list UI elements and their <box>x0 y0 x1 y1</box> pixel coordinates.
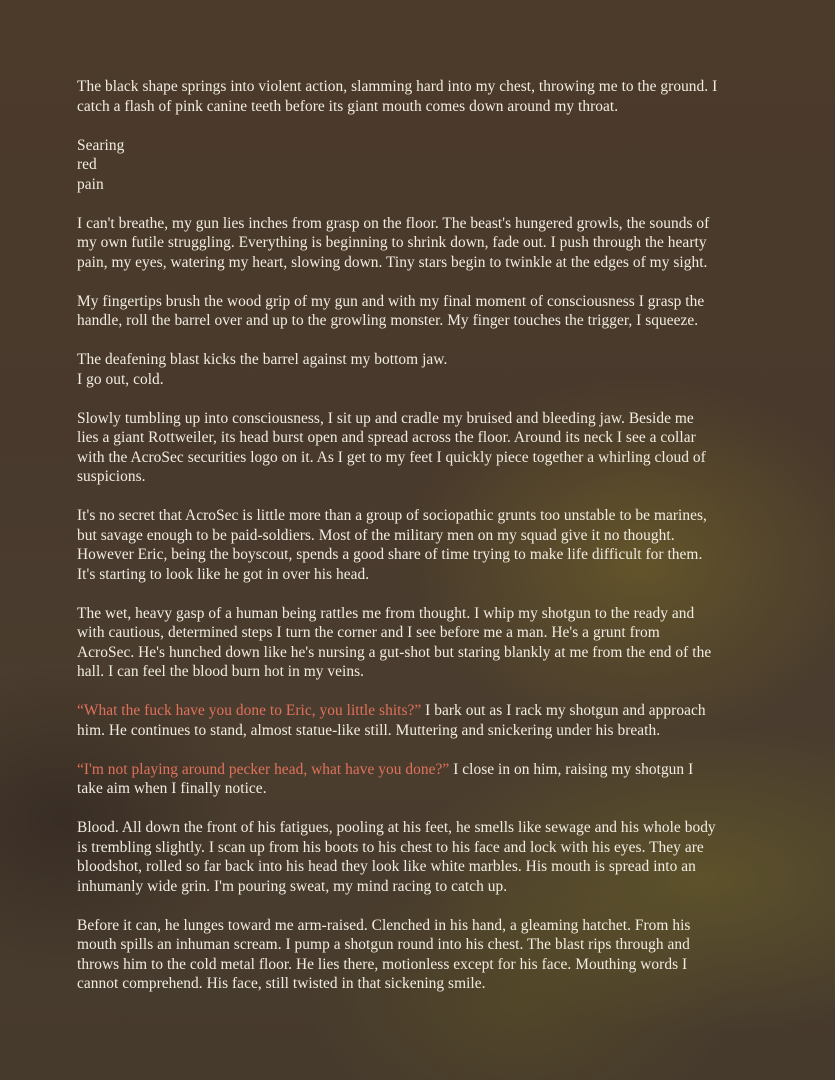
text-line: The wet, heavy gasp of a human being rattles me from thought. I whip my shotgun to the ready and <box>77 604 695 622</box>
text-line: inhumanly wide grin. I'm pouring sweat, my mind racing to catch up. <box>77 877 508 895</box>
paragraph-grunt-encounter <box>77 604 767 682</box>
text-line: However Eric, being the boyscout, spends a good share of time trying to make life difficult for them. <box>77 546 703 563</box>
text-line: mouth spills an inhuman scream. I pump a shotgun round into his chest. The blast rips through and <box>77 936 690 953</box>
text-line: but savage enough to be paid-soldiers. Most of the military men on my squad give it no thought. <box>77 526 675 544</box>
paragraph-searing-red-pain <box>77 136 767 195</box>
paragraph-hatchet <box>77 916 767 994</box>
text-line <box>77 760 767 780</box>
text-line: is trembling slightly. I scan up from his boots to his chest to his face and lock with his eyes. They are <box>77 838 704 856</box>
text-line: handle, roll the barrel over and up to the growling monster. My finger touches the trigger, I squeeze. <box>77 312 699 329</box>
story-page <box>77 77 767 1013</box>
text-line: pain <box>77 175 104 193</box>
text-line: I can't breathe, my gun lies inches from grasp on the floor. The beast's hungered growls, the sounds of <box>77 214 710 232</box>
paragraph-fingertips <box>77 292 767 331</box>
text-line: bloodshot, rolled so far back into his head they look like white marbles. His mouth is spread into an <box>77 858 696 875</box>
text-line: with cautious, determined steps I turn the corner and I see before me a man. He's a grunt from <box>77 624 660 641</box>
text-line: The black shape springs into violent action, slamming hard into my chest, throwing me to the ground. I <box>77 78 718 95</box>
text-line: pain, my eyes, watering my heart, slowing down. Tiny stars begin to twinkle at the edges of my sight. <box>77 253 708 271</box>
text-line: suspicions. <box>77 468 146 485</box>
text-line: cannot comprehend. His face, still twisted in that sickening smile. <box>77 975 486 992</box>
paragraph-deafening-blast <box>77 350 767 389</box>
text-line: lies a giant Rottweiler, its head burst open and spread across the floor. Around its neck I see a collar <box>77 429 696 446</box>
text-line: Before it can, he lunges toward me arm-raised. Clenched in his hand, a gleaming hatchet. From his <box>77 916 691 934</box>
text-line <box>77 701 767 721</box>
text-line: I go out, cold. <box>77 370 164 388</box>
paragraph-blood <box>77 818 767 896</box>
paragraph-attack <box>77 77 767 116</box>
dialogue-quote: “What the fuck have you done to Eric, you little shits?” <box>77 702 422 719</box>
dialogue-narration: I bark out as I rack my shotgun and approach <box>421 702 706 719</box>
text-line: hall. I can feel the blood burn hot in my veins. <box>77 663 365 680</box>
text-line: It's starting to look like he got in over his head. <box>77 565 370 583</box>
text-line: throws him to the cold metal floor. He lies there, motionless except for his face. Mouthing words I <box>77 955 688 973</box>
text-line: Searing <box>77 136 125 154</box>
dialogue-quote: “I'm not playing around pecker head, what have you done?” <box>77 760 450 778</box>
paragraph-dialogue-eric <box>77 701 767 740</box>
text-line: Slowly tumbling up into consciousness, I sit up and cradle my bruised and bleeding jaw. Beside me <box>77 409 694 427</box>
text-line: Blood. All down the front of his fatigues, pooling at his feet, he smells like sewage and his whole body <box>77 819 716 836</box>
paragraph-acrosec <box>77 506 767 584</box>
paragraph-consciousness <box>77 409 767 487</box>
text-line: The deafening blast kicks the barrel against my bottom jaw. <box>77 351 448 368</box>
text-line: him. He continues to stand, almost statue-like still. Muttering and snickering under his breath. <box>77 721 661 739</box>
paragraph-cant-breathe <box>77 214 767 273</box>
text-line: with the AcroSec securities logo on it. As I get to my feet I quickly piece together a whirling cloud of <box>77 448 706 466</box>
text-line: My fingertips brush the wood grip of my gun and with my final moment of consciousness I grasp the <box>77 292 705 310</box>
text-line: It's no secret that AcroSec is little more than a group of sociopathic grunts too unstable to be marines, <box>77 507 707 524</box>
text-line: catch a flash of pink canine teeth before its giant mouth comes down around my throat. <box>77 97 619 115</box>
dialogue-narration: I close in on him, raising my shotgun I <box>449 760 694 778</box>
text-line: AcroSec. He's hunched down like he's nursing a gut-shot but staring blankly at me from the end of the <box>77 643 712 661</box>
paragraph-dialogue-pecker-head <box>77 760 767 799</box>
text-line: take aim when I finally notice. <box>77 780 267 797</box>
text-line: my own futile struggling. Everything is beginning to shrink down, fade out. I push through the hearty <box>77 234 707 251</box>
text-line: red <box>77 156 97 173</box>
